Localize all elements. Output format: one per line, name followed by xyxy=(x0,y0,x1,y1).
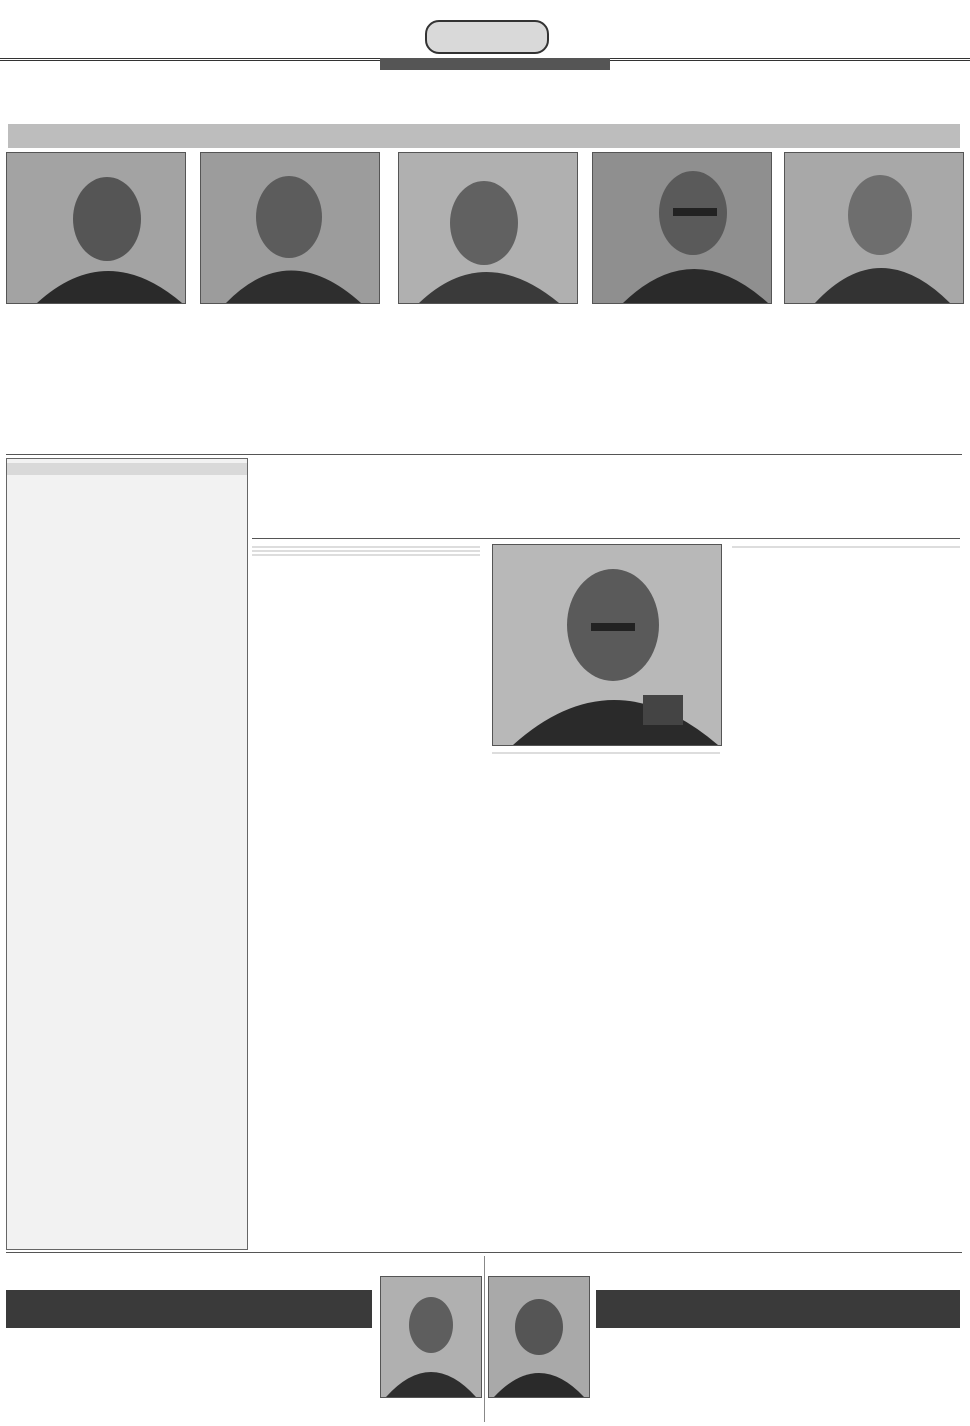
divider-lower xyxy=(6,1252,962,1253)
side-headline xyxy=(7,463,247,475)
lead-col-5 xyxy=(6,308,184,452)
lead-col-3 xyxy=(398,308,576,452)
tehran-headline xyxy=(6,1290,372,1328)
minister-inline-head xyxy=(252,554,480,556)
page-number xyxy=(920,12,964,52)
lead-col-1 xyxy=(784,308,962,452)
portrait-photo-4 xyxy=(200,152,380,304)
tehran-photo xyxy=(380,1276,482,1398)
minister-inline-head xyxy=(252,550,480,552)
minister-col-3 xyxy=(252,544,480,1244)
minister-inline-head xyxy=(252,546,480,548)
divider-lead xyxy=(6,454,962,455)
section-badge xyxy=(425,20,549,54)
portrait-photo-3 xyxy=(398,152,578,304)
bazaar-photo xyxy=(488,1276,590,1398)
portrait-photo-5 xyxy=(6,152,186,304)
portrait-photo-1 xyxy=(784,152,964,304)
tehran-body xyxy=(6,1334,372,1422)
lead-col-4 xyxy=(200,308,378,452)
minister-inline-head xyxy=(732,546,960,548)
minister-inline-head xyxy=(492,752,720,754)
bazaar-body xyxy=(596,1334,960,1422)
minister-photo xyxy=(492,544,722,746)
lead-subheadline xyxy=(8,124,960,148)
minister-col-1 xyxy=(732,544,960,1244)
side-subheadline xyxy=(7,475,247,483)
side-story-box xyxy=(6,458,248,1250)
minister-col-2 xyxy=(492,750,720,1244)
english-masthead xyxy=(380,58,610,70)
divider-vertical-lower xyxy=(484,1256,485,1422)
lead-col-2 xyxy=(592,308,770,452)
bazaar-headline xyxy=(596,1290,960,1328)
side-body xyxy=(7,483,247,1151)
portrait-photo-2 xyxy=(592,152,772,304)
newspaper-logo xyxy=(6,10,94,54)
divider-minister xyxy=(252,538,960,539)
